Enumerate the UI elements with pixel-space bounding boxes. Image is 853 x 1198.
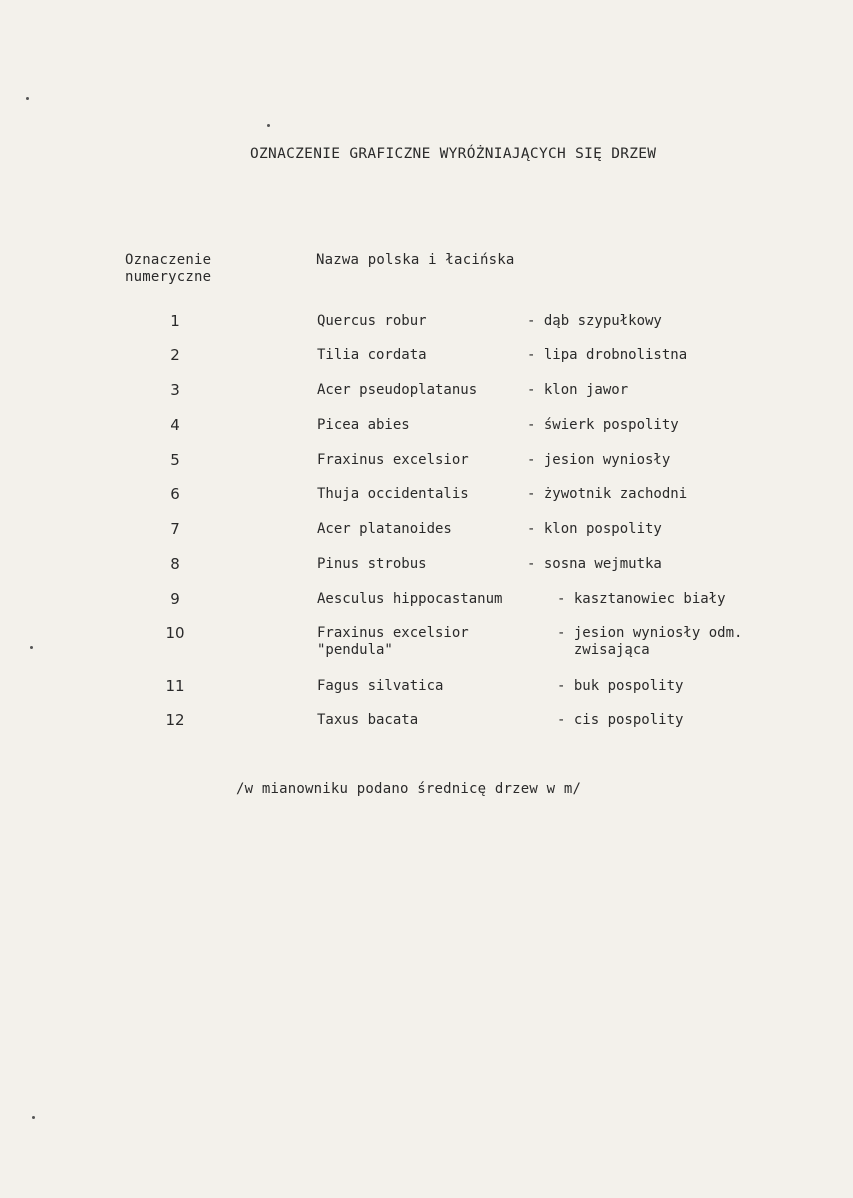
row-latin-name: Fraxinus excelsior "pendula" <box>317 625 469 658</box>
paper-speck <box>267 124 270 127</box>
row-number: 12 <box>165 711 185 729</box>
row-number: 7 <box>170 520 180 538</box>
paper-speck <box>32 1116 35 1119</box>
row-number: 11 <box>165 677 185 695</box>
row-number: 10 <box>165 624 185 642</box>
row-polish-name: - klon jawor <box>527 382 629 398</box>
row-latin-name: Acer platanoides <box>317 521 452 537</box>
row-polish-name: - sosna wejmutka <box>527 556 662 572</box>
row-polish-name: - dąb szypułkowy <box>527 313 662 329</box>
row-polish-name: - lipa drobnolistna <box>527 347 688 363</box>
header-number-column: Oznaczenie numeryczne <box>125 252 212 285</box>
row-latin-name: Taxus bacata <box>317 712 419 728</box>
row-number: 5 <box>170 451 180 469</box>
row-number: 9 <box>170 590 180 608</box>
row-polish-name: - buk pospolity <box>557 678 684 694</box>
footnote: /w mianowniku podano średnicę drzew w m/ <box>236 781 582 797</box>
row-latin-name: Fraxinus excelsior <box>317 452 469 468</box>
row-number: 6 <box>170 485 180 503</box>
row-number: 1 <box>170 312 180 330</box>
document-title: OZNACZENIE GRAFICZNE WYRÓŻNIAJĄCYCH SIĘ DRZEW <box>250 146 657 162</box>
row-number: 3 <box>170 381 180 399</box>
row-latin-name: Fagus silvatica <box>317 678 444 694</box>
row-number: 2 <box>170 346 180 364</box>
row-latin-name: Thuja occidentalis <box>317 486 469 502</box>
row-number: 4 <box>170 416 180 434</box>
row-polish-name: - świerk pospolity <box>527 417 679 433</box>
paper-speck <box>30 646 33 649</box>
paper-speck <box>26 97 29 100</box>
row-polish-name: - żywotnik zachodni <box>527 486 688 502</box>
row-polish-name: - jesion wyniosły odm. zwisająca <box>557 625 743 658</box>
row-polish-name: - klon pospolity <box>527 521 662 537</box>
row-latin-name: Quercus robur <box>317 313 427 329</box>
row-polish-name: - kasztanowiec biały <box>557 591 726 607</box>
row-latin-name: Picea abies <box>317 417 410 433</box>
row-polish-name: - cis pospolity <box>557 712 684 728</box>
row-latin-name: Tilia cordata <box>317 347 427 363</box>
row-latin-name: Acer pseudoplatanus <box>317 382 478 398</box>
row-number: 8 <box>170 555 180 573</box>
row-polish-name: - jesion wyniosły <box>527 452 671 468</box>
row-latin-name: Aesculus hippocastanum <box>317 591 503 607</box>
row-latin-name: Pinus strobus <box>317 556 427 572</box>
header-name-column: Nazwa polska i łacińska <box>316 252 515 268</box>
